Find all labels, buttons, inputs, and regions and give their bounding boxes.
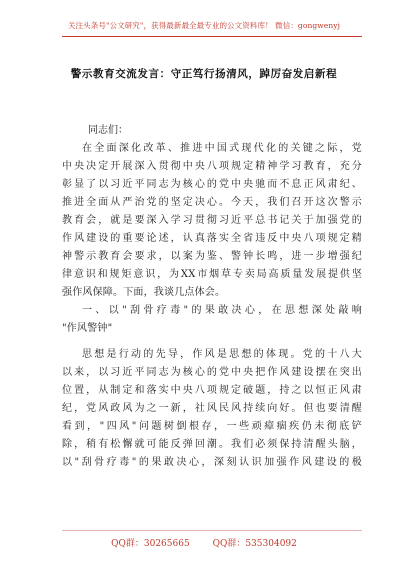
section-heading-1 [62, 302, 362, 338]
salutation: 同志们： [88, 125, 128, 136]
text-line: 彰显了以习近平同志为核心的党中央驰而不息正风肃纪、 [62, 179, 362, 190]
text-line: 律意识和规矩意识，为XX市烟草专卖局高质量发展提供坚 [62, 269, 362, 280]
document-body [62, 140, 362, 472]
text-line: 中央决定开展深入贯彻中央八项规定精神学习教育，充分 [62, 161, 362, 172]
footer-qq-group-2: QQ群：535304092 [212, 539, 297, 549]
header-banner: 关注头条号"公文研究"，获得最新最全最专业的公文资料库！ 微信：gongwenyj [67, 21, 341, 30]
text-line: 纪，党风政风为之一新，社风民风持续向好。但也要清醒 [62, 403, 362, 414]
heading-line: 一、以"刮骨疗毒"的果敢决心，在思想深处敲响 [82, 305, 362, 316]
text-line: 教育会，就是要深入学习贯彻习近平总书记关于加强党的 [62, 215, 362, 226]
text-line: 看到，"四风"问题树倒根存，一些顽瘴痼疾仍未彻底铲 [62, 421, 362, 432]
text-line: 以"刮骨疗毒"的果敢决心，深刻认识加强作风建设的极 [62, 457, 362, 468]
paragraph-1 [62, 140, 362, 302]
text-line: 推进全面从严治党的坚定决心。今天，我们召开这次警示 [62, 197, 362, 208]
heading-line: "作风警钟" [62, 323, 113, 334]
text-line: 在全面深化改革、推进中国式现代化的关键之际，党 [82, 143, 362, 154]
text-line: 强作风保障。下面，我谈几点体会。 [62, 287, 226, 298]
footer-rule [62, 530, 362, 531]
footer-contacts [0, 536, 408, 549]
text-line: 以来，以习近平同志为核心的党中央把作风建设摆在突出 [62, 367, 362, 378]
text-line: 位置，从制定和落实中央八项规定破题，持之以恒正风肃 [62, 385, 362, 396]
text-line: 神警示教育会要求，以案为鉴、警钟长鸣，进一步增强纪 [62, 251, 362, 262]
text-line: 作风建设的重要论述，认真落实全省违反中央八项规定精 [62, 233, 362, 244]
footer-qq-group-1: QQ群：30265665 [111, 539, 190, 549]
paragraph-2 [62, 346, 362, 472]
text-line: 思想是行动的先导，作风是思想的体现。党的十八大 [82, 349, 362, 360]
page-title: 警示教育交流发言：守正笃行扬清风，踔厉奋发启新程 [70, 68, 338, 80]
header-rule [62, 36, 362, 37]
text-line: 除，稍有松懈就可能反弹回潮。我们必须保持清醒头脑， [62, 439, 362, 450]
